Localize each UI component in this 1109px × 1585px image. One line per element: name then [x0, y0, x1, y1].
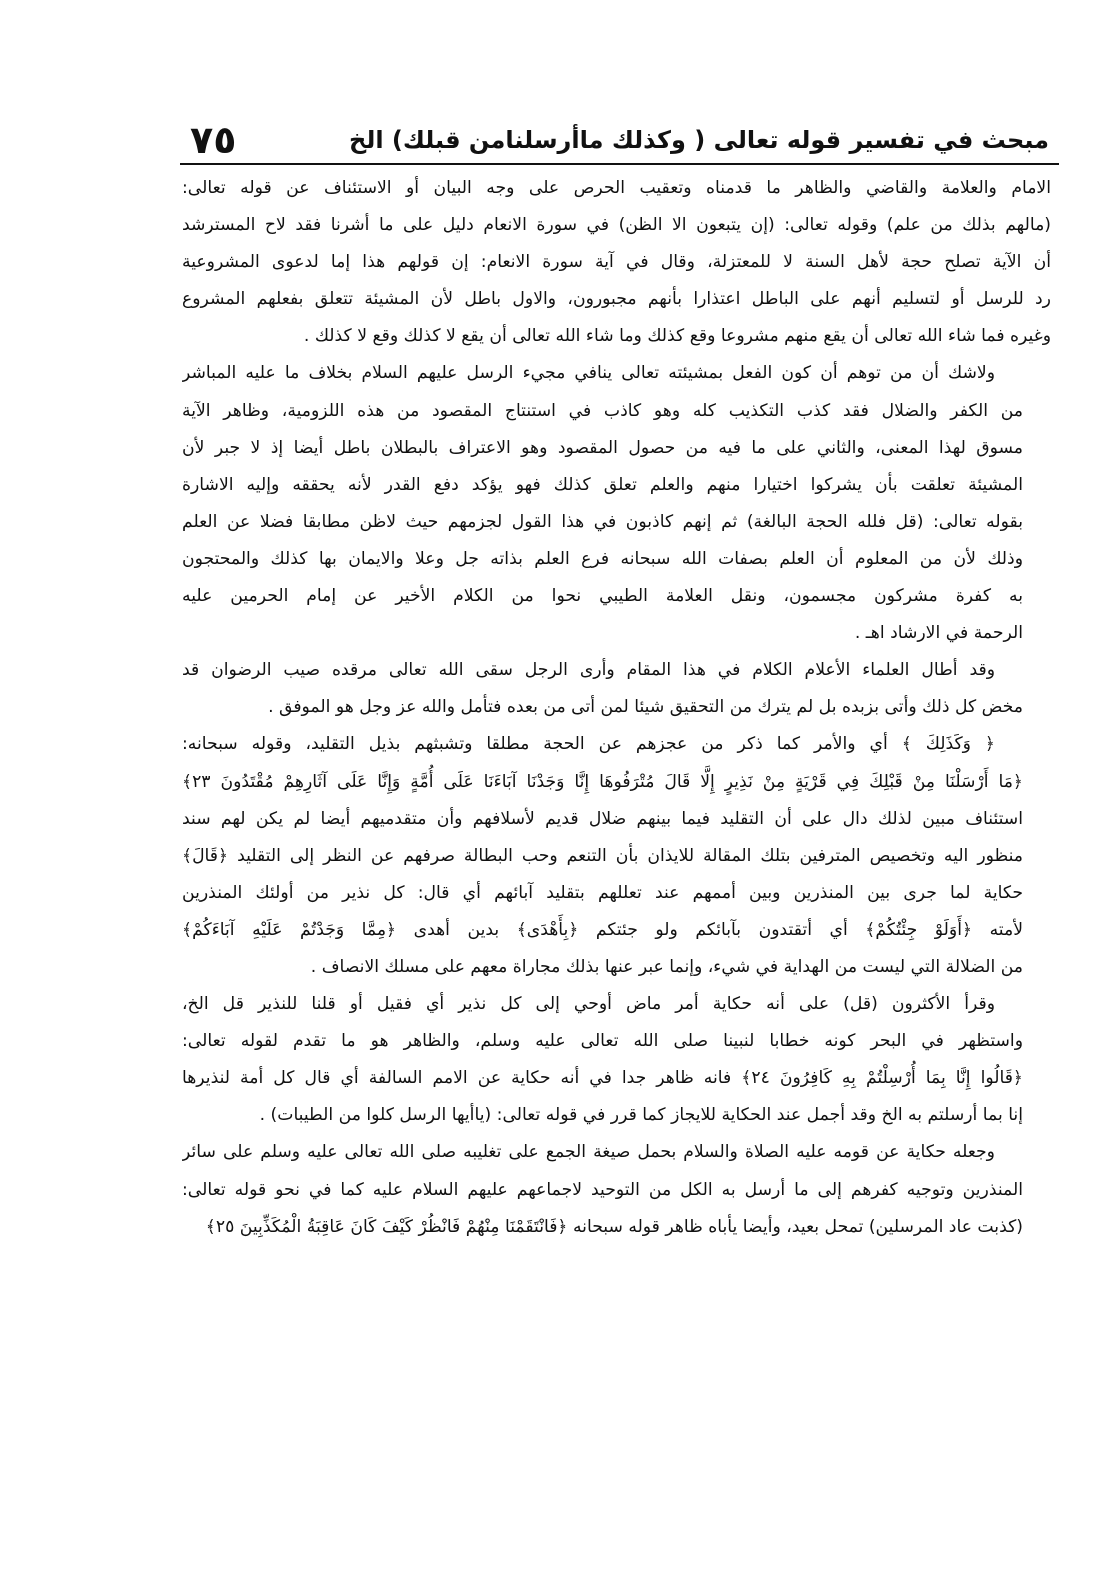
- page-number: ٧٥: [190, 118, 237, 162]
- text-line: منظور اليه وتخصيص المترفين بتلك المقالة للايذان بأن التنعم وحب البطالة صرفهم عن النظر إلى التقليد ﴿قَالَ﴾: [182, 845, 1023, 866]
- text-line: مسوق لهذا المعنى، والثاني على ما فيه من حصول المقصود وهو الاعتراف بالبطلان باطل أيضا إذ لا جبر لأن: [182, 437, 1023, 458]
- body-text: [182, 170, 1051, 1246]
- text-line: (كذبت عاد المرسلين) تمحل بعيد، وأيضا يأباه ظاهر قوله سبحانه ﴿فَانْتَقَمْنَا مِنْهُمْ فَانْظُرْ كَيْفَ كَانَ عَاقِبَةُ الْمُكَذِّبِينَ ٢٥﴾: [205, 1216, 1023, 1237]
- text-line: ولاشك أن من توهم أن كون الفعل بمشيئته تعالى ينافي مجيء الرسل عليهم السلام بخلاف ما عليه المباشر: [182, 363, 995, 384]
- text-line: لأمته ﴿أَوَلَوْ جِئْتُكُمْ﴾ أي أتقتدون بآبائكم ولو جئتكم ﴿بِأَهْدَى﴾ بدين أهدى ﴿مِمَّا وَجَدْتُمْ عَلَيْهِ آبَاءَكُمْ﴾: [182, 919, 1023, 940]
- text-line: حكاية لما جرى بين المنذرين وبين أممهم عند تعللهم بتقليد آبائهم أي قال: كل نذير من أولئك المنذرين: [182, 882, 1023, 903]
- text-line: من الكفر والضلال فقد كذب التكذيب كله وهو كاذب في استنتاج المقصود من هذه اللزومية، وظاهر الآية: [182, 400, 1023, 421]
- text-line: ﴿ وَكَذَلِكَ ﴾ أي والأمر كما ذكر من عجزهم عن الحجة مطلقا وتشبثهم بذيل التقليد، وقوله سبحانه:: [182, 734, 995, 755]
- text-line: أن الآية تصلح حجة لأهل السنة لا للمعتزلة، وقال في آية سورة الانعام: إن قولهم هذا إما لدعوى المشروعية: [182, 252, 1051, 273]
- text-line: وغيره فما شاء الله تعالى أن يقع منهم مشروعا وقع كذلك وما شاء الله تعالى أن يقع لا كذلك وقع لا كذلك .: [303, 326, 1051, 347]
- text-line: واستظهر في البحر كونه خطابا لنبينا صلى الله تعالى عليه وسلم، والظاهر هو ما تقدم لقوله تعالى:: [182, 1031, 1023, 1052]
- text-line: بقوله تعالى: (قل فلله الحجة البالغة) ثم إنهم كاذبون في هذا القول لجزمهم حيث لاظن مطابقا فضلا عن العلم: [182, 511, 1023, 532]
- text-line: المنذرين وتوجيه كفرهم إلى ما أرسل به الكل من التوحيد لاجماعهم عليهم السلام عليه كما في نحو قوله تعالى:: [182, 1179, 1023, 1200]
- text-line: رد للرسل أو لتسليم أنهم على الباطل اعتذارا بأنهم مجبورون، والاول باطل لأن المشيئة تتعلق بفعلهم المشروع: [182, 289, 1051, 310]
- text-line: وذلك لأن من المعلوم أن العلم بصفات الله سبحانه فرع العلم بذاته جل وعلا والايمان بها كذلك والمحتجون: [182, 548, 1023, 569]
- page-header: [190, 118, 1049, 162]
- text-line: استئناف مبين لذلك دال على أن التقليد فيما بينهم ضلال قديم لأسلافهم وأن متقدميهم أيضا لم يكن لهم سند: [182, 808, 1023, 829]
- text-line: الرحمة في الارشاد اهـ .: [854, 623, 1023, 644]
- text-line: ﴿مَا أَرْسَلْنَا مِنْ قَبْلِكَ فِي قَرْيَةٍ مِنْ نَذِيرٍ إِلَّا قَالَ مُتْرَفُوهَا إِنَّا وَجَدْنَا آبَاءَنَا عَلَى أُمَّةٍ وَإِنَّا عَلَى آثَارِهِمْ مُقْتَدُونَ ٢٣﴾: [182, 771, 1023, 792]
- text-line: من الضلالة التي ليست من الهداية في شيء، وإنما عبر عنها بذلك مجاراة معهم على مسلك الانصاف .: [310, 956, 1023, 977]
- header-rule: [180, 163, 1059, 165]
- text-line: وقد أطال العلماء الأعلام الكلام في هذا المقام وأرى الرجل سقى الله تعالى مرقده صيب الرضوان قد: [182, 660, 995, 681]
- paragraph: [182, 170, 1051, 355]
- text-line: وقرأ الأكثرون (قل) على أنه حكاية أمر ماض أوحي إلى كل نذير أي فقيل أو قلنا للنذير قل الخ،: [182, 994, 995, 1015]
- running-title: مبحث في تفسير قوله تعالى ( وكذلك ماأرسلنامن قبلك) الخ: [349, 126, 1049, 154]
- text-line: وجعله حكاية عن قومه عليه الصلاة والسلام بحمل صيغة الجمع على تغليبه صلى الله تعالى عليه وسلم على سائر: [182, 1142, 995, 1163]
- text-line: الامام والعلامة والقاضي والظاهر ما قدمناه وتعقيب الحرص على وجه البيان أو الاستئناف عن قوله تعالى:: [182, 178, 1051, 198]
- text-line: إنا بما أرسلتم به الخ وقد أجمل عند الحكاية للايجاز كما قرر في قوله تعالى: (ياأيها الرسل كلوا من الطيبات) .: [259, 1105, 1023, 1126]
- paragraph: [182, 652, 1051, 726]
- text-line: به كفرة مشركون مجسمون، ونقل العلامة الطيبي نحوا من الكلام الأخير عن إمام الحرمين عليه: [182, 586, 1023, 607]
- paragraph: [182, 1134, 1051, 1245]
- text-line: المشيئة تعلقت بأن يشركوا اختيارا منهم والعلم تعلق كذلك فهو يؤكد دفع القدر لأنه يحققه وإليه الاشارة: [182, 474, 1023, 495]
- paragraph: [182, 986, 1051, 1134]
- text-line: (مالهم بذلك من علم) وقوله تعالى: (إن يتبعون الا الظن) في سورة الانعام دليل على ما أشرنا فقد لاح المسترشد: [182, 215, 1051, 236]
- paragraph: [182, 726, 1051, 986]
- paragraph: [182, 355, 1051, 652]
- text-line: ﴿قَالُوا إِنَّا بِمَا أُرْسِلْتُمْ بِهِ كَافِرُونَ ٢٤﴾ فانه ظاهر جدا في أنه حكاية عن الامم السالفة أي قال كل أمة لنذيرها: [182, 1068, 1024, 1089]
- text-line: مخض كل ذلك وأتى بزبده بل لم يترك من التحقيق شيئا لمن أتى من بعده فتأمل والله عز وجل هو الموفق .: [268, 697, 1023, 718]
